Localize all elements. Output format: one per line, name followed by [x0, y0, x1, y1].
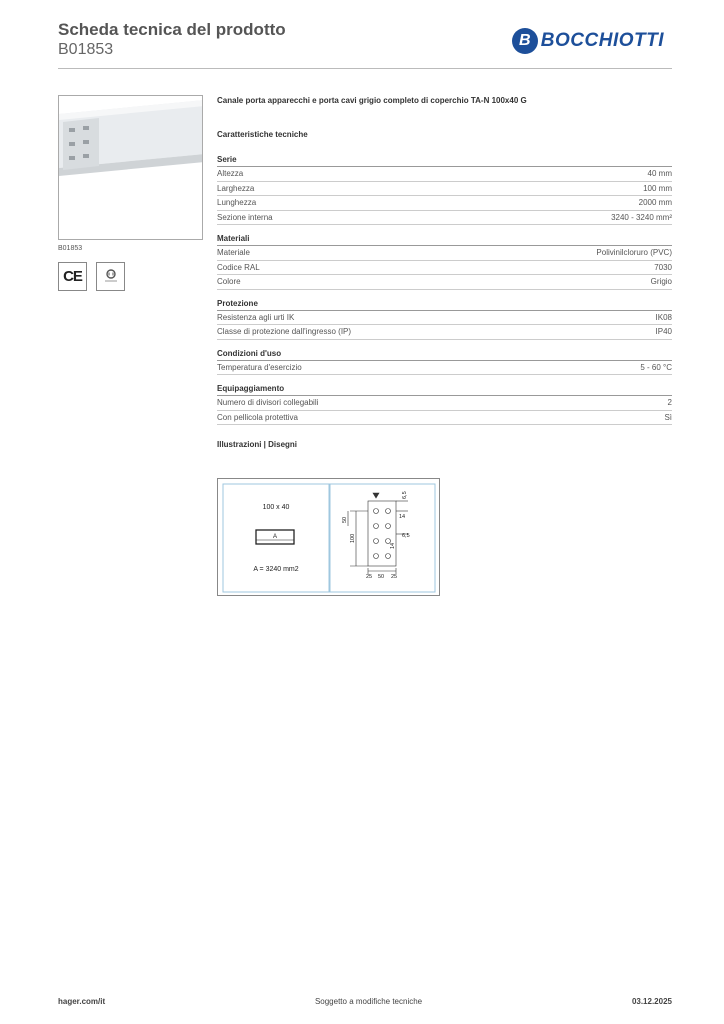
- section-title: Materiali: [217, 232, 672, 246]
- spec-value: Sì: [664, 412, 672, 422]
- dim-50: 50: [342, 516, 348, 523]
- footer-website-link[interactable]: hager.com/it: [58, 997, 106, 1006]
- spec-row: [217, 196, 672, 211]
- spec-row: [217, 246, 672, 261]
- dim-50-bottom: 50: [378, 574, 385, 580]
- spec-value: 2000 mm: [638, 198, 672, 207]
- page-title: Scheda tecnica del prodotto: [58, 20, 286, 39]
- dim-14-side: 14: [390, 542, 396, 549]
- illustrations-title: Illustrazioni | Disegni: [217, 440, 298, 449]
- spec-value: 3240 - 3240 mm²: [611, 212, 672, 222]
- spec-section-condizioni: [217, 347, 672, 376]
- spec-label: Larghezza: [217, 183, 255, 193]
- logo-mark: [512, 28, 538, 54]
- spec-value: 2: [667, 398, 672, 407]
- product-description: Canale porta apparecchi e porta cavi grigio completo di coperchio TA-N 100x40 G: [217, 96, 527, 105]
- spec-value: IK08: [655, 312, 672, 322]
- hole-pattern: [348, 493, 408, 574]
- dim-14-top: 14: [399, 514, 406, 520]
- product-image: [58, 95, 203, 240]
- spec-row: [217, 261, 672, 276]
- section-title: Equipaggiamento: [217, 382, 672, 396]
- dim-6-5-side: 6,5: [402, 533, 410, 539]
- spec-row: [217, 167, 672, 182]
- spec-section-materiali: [217, 232, 672, 290]
- section-letter: A: [272, 534, 278, 540]
- footer-date: 03.12.2025: [631, 997, 672, 1006]
- spec-row: [217, 361, 672, 376]
- spec-section-protezione: [217, 297, 672, 340]
- footer-note: Soggetto a modifiche tecniche: [314, 997, 423, 1006]
- spec-value: 100 mm: [643, 183, 672, 193]
- section-title: Serie: [217, 153, 672, 167]
- dim-25-left: 25: [366, 574, 373, 580]
- image-code: B01853: [58, 245, 83, 252]
- spec-row: [217, 396, 672, 411]
- spec-section-serie: [217, 153, 672, 225]
- spec-row: [217, 311, 672, 326]
- dim-25-right: 25: [391, 574, 398, 580]
- spec-value: 40 mm: [647, 169, 672, 178]
- section-title: Condizioni d'uso: [217, 347, 672, 361]
- spec-value: 5 - 60 °C: [640, 362, 672, 372]
- spec-label: Materiale: [217, 248, 250, 257]
- spec-row: [217, 211, 672, 226]
- spec-label: Numero di divisori collegabili: [217, 398, 319, 407]
- brand-logo: [512, 28, 664, 54]
- logo-text: BOCCHIOTTI: [540, 30, 664, 51]
- spec-content: [217, 95, 672, 451]
- dim-100: 100: [350, 533, 356, 543]
- spec-label: Resistenza agli urti IK: [217, 312, 295, 322]
- spec-value: IP40: [655, 327, 672, 336]
- spec-row: [217, 182, 672, 197]
- page-footer: [58, 997, 672, 1006]
- tech-specs-title: Caratteristiche tecniche: [217, 130, 308, 139]
- imq-mark-icon: [96, 262, 125, 291]
- technical-drawing: [217, 478, 440, 596]
- logo-letter: B: [519, 32, 531, 49]
- spec-label: Codice RAL: [217, 262, 260, 272]
- spec-label: Sezione interna: [217, 212, 273, 222]
- spec-row: [217, 275, 672, 290]
- header-divider: [58, 68, 672, 69]
- cable-trunking-illustration: [59, 96, 203, 240]
- spec-row: [217, 325, 672, 340]
- page-header: [58, 20, 672, 68]
- spec-label: Colore: [217, 277, 241, 286]
- ce-mark-icon: CE: [58, 262, 87, 291]
- section-title: Protezione: [217, 297, 672, 311]
- spec-label: Temperatura d'esercizio: [217, 362, 302, 372]
- spec-label: Con pellicola protettiva: [217, 412, 298, 422]
- area-label: A = 3240 mm2: [253, 566, 299, 573]
- size-label: 100 x 40: [262, 504, 290, 511]
- spec-label: Lunghezza: [217, 198, 257, 207]
- spec-row: [217, 411, 672, 426]
- drawing-svg: [218, 479, 441, 597]
- spec-value: Polivinilcloruro (PVC): [596, 248, 672, 257]
- dim-6-5-top: 6,5: [402, 491, 408, 499]
- spec-label: Classe di protezione dall'ingresso (IP): [217, 327, 352, 336]
- spec-label: Altezza: [217, 169, 244, 178]
- spec-section-equipaggiamento: [217, 382, 672, 425]
- spec-value: 7030: [654, 262, 672, 272]
- spec-value: Grigio: [650, 277, 672, 286]
- product-code: B01853: [58, 41, 114, 58]
